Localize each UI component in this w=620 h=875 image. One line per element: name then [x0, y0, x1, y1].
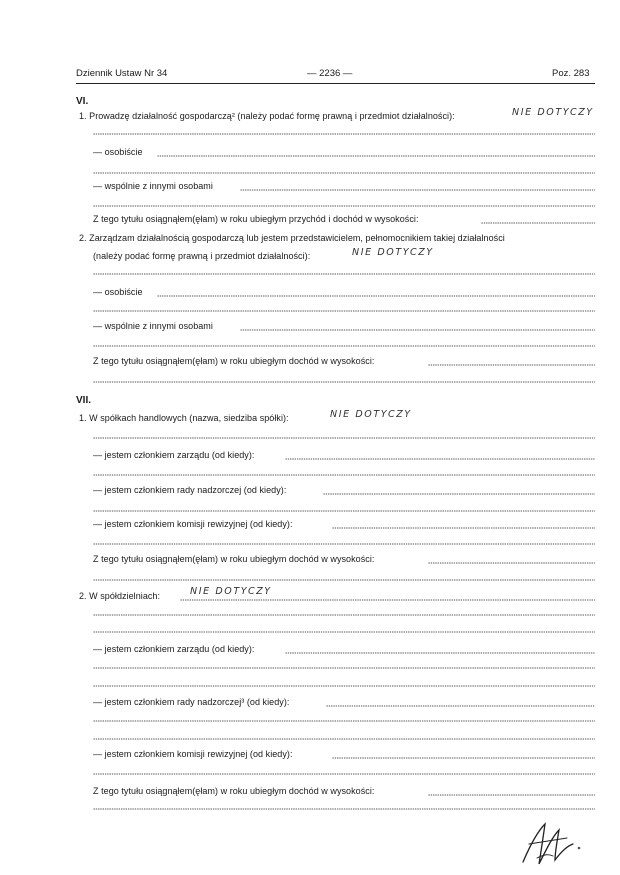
vi-1-joint-label: — wspólnie z innymi osobami [93, 181, 213, 191]
fill-line [93, 510, 595, 512]
vii-1-income-label: Z tego tytułu osiągnąłem(ęłam) w roku ubiegłym dochód w wysokości: [93, 554, 375, 564]
fill-line [93, 543, 595, 545]
vii-2-supervisory-label: — jestem członkiem rady nadzorczej³ (od kiedy): [93, 697, 290, 707]
vii-2-handwritten-answer: NIE DOTYCZY [190, 586, 272, 597]
vi-1-personal-label: — osobiście [93, 147, 143, 157]
vi-2-handwritten-answer: NIE DOTYCZY [352, 247, 434, 258]
vii-1-handwritten-answer: NIE DOTYCZY [330, 409, 412, 420]
fill-line [93, 720, 595, 722]
vii-2-audit-label: — jestem członkiem komisji rewizyjnej (od kiedy): [93, 749, 293, 759]
vi-1-handwritten-answer: NIE DOTYCZY [512, 107, 594, 118]
position-number: Poz. 283 [552, 68, 590, 79]
vii-2-income-label: Z tego tytułu osiągnąłem(ęłam) w roku ubiegłym dochód w wysokości: [93, 786, 375, 796]
section-vii-heading: VII. [76, 395, 92, 406]
fill-line [285, 458, 595, 460]
vi-2-joint-label: — wspólnie z innymi osobami [93, 321, 213, 331]
fill-line [332, 757, 595, 759]
signature-mark [515, 818, 595, 870]
fill-line [93, 437, 595, 439]
fill-line [157, 295, 595, 297]
fill-line [323, 493, 595, 495]
fill-line [93, 205, 595, 207]
vi-1-label: 1. Prowadzę działalność gospodarczą² (należy podać formę prawną i przedmiot działalności): [79, 111, 455, 121]
fill-line [93, 614, 595, 616]
vi-2-income-label: Z tego tytułu osiągnąłem(ęłam) w roku ubiegłym dochód w wysokości: [93, 356, 375, 366]
fill-line [240, 189, 595, 191]
fill-line [93, 738, 595, 740]
vii-1-audit-label: — jestem członkiem komisji rewizyjnej (od kiedy): [93, 519, 293, 529]
fill-line [326, 705, 595, 707]
fill-line [428, 794, 595, 796]
fill-line [93, 172, 595, 174]
vii-1-supervisory-label: — jestem członkiem rady nadzorczej (od kiedy): [93, 485, 287, 495]
fill-line [285, 652, 595, 654]
page-number: — 2236 — [307, 68, 353, 79]
fill-line [93, 631, 595, 633]
vii-2-label: 2. W spółdzielniach: [79, 591, 161, 601]
fill-line [93, 345, 595, 347]
vi-2-label-line2: (należy podać formę prawną i przedmiot działalności): [93, 251, 311, 261]
fill-line [93, 685, 595, 687]
fill-line [93, 474, 595, 476]
fill-line [93, 808, 595, 810]
fill-line [93, 773, 595, 775]
fill-line [240, 329, 595, 331]
fill-line [428, 364, 595, 366]
fill-line [481, 222, 595, 224]
fill-line [428, 562, 595, 564]
fill-line [93, 133, 595, 135]
fill-line [93, 310, 595, 312]
fill-line [332, 527, 595, 529]
vi-2-personal-label: — osobiście [93, 287, 143, 297]
fill-line [180, 599, 595, 601]
vii-2-board-label: — jestem członkiem zarządu (od kiedy): [93, 644, 255, 654]
vii-1-board-label: — jestem członkiem zarządu (od kiedy): [93, 450, 255, 460]
fill-line [93, 273, 595, 275]
fill-line [93, 579, 595, 581]
vii-1-label: 1. W spółkach handlowych (nazwa, siedziba spółki): [79, 413, 289, 423]
fill-line [157, 155, 595, 157]
fill-line [93, 381, 595, 383]
vi-2-label-line1: 2. Zarządzam działalnością gospodarczą lub jestem przedstawicielem, pełnomocnikiem takiej działalności [79, 233, 505, 243]
header-rule [76, 83, 595, 84]
fill-line [93, 667, 595, 669]
vi-1-income-label: Z tego tytułu osiągnąłem(ęłam) w roku ubiegłym przychód i dochód w wysokości: [93, 214, 419, 224]
journal-title: Dziennik Ustaw Nr 34 [76, 68, 168, 79]
section-vi-heading: VI. [76, 96, 89, 107]
